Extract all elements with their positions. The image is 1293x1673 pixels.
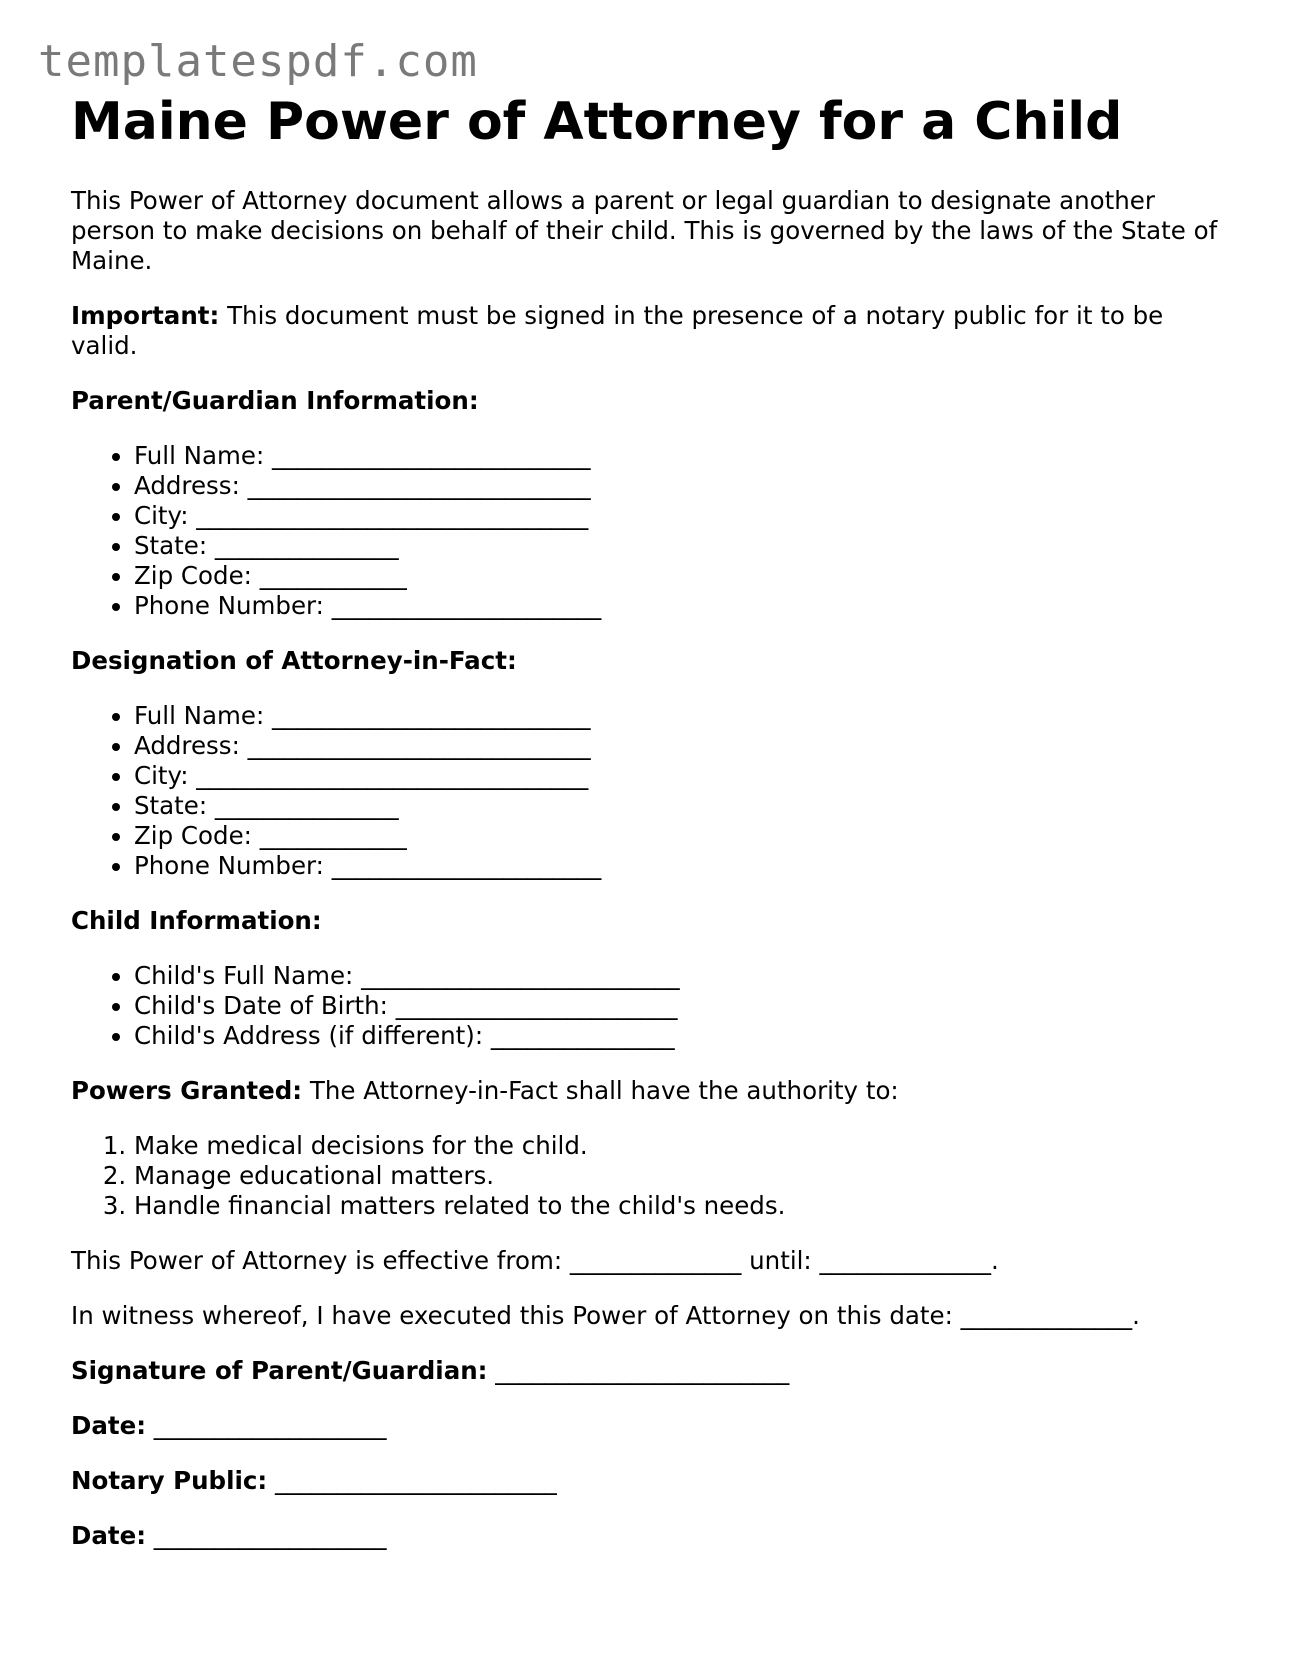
date-line[interactable]: ___________________: [146, 1411, 387, 1440]
witness-date-field[interactable]: In witness whereof, I have executed this Power of Attorney on this date: ______________.: [71, 1301, 1140, 1330]
parent-state-field[interactable]: • State: _______________: [134, 531, 1231, 561]
attorney-zip-field[interactable]: • Zip Code: ____________: [134, 821, 1231, 851]
power-item: 2. Manage educational matters.: [134, 1161, 1231, 1191]
power-item: 1. Make medical decisions for the child.: [134, 1131, 1231, 1161]
watermark: templatespdf.com: [38, 36, 478, 87]
attorney-phone-field[interactable]: • Phone Number: ______________________: [134, 851, 1231, 881]
intro-paragraph: This Power of Attorney document allows a parent or legal guardian to designate another person to make decisions on behalf of their child. This is governed by the laws of the State of Maine.: [71, 186, 1218, 275]
powers-granted-label: Powers Granted:: [71, 1076, 303, 1105]
attorney-section-heading: Designation of Attorney-in-Fact:: [71, 646, 517, 675]
notary-line[interactable]: _______________________: [267, 1466, 557, 1495]
parent-city-field[interactable]: • City: ________________________________: [134, 501, 1231, 531]
parent-fields-list: [71, 441, 1231, 621]
important-text: This document must be signed in the presence of a notary public for it to be valid.: [71, 301, 1164, 360]
powers-granted-text: The Attorney-in-Fact shall have the authority to:: [302, 1076, 899, 1105]
page-title: Maine Power of Attorney for a Child: [71, 92, 1123, 152]
attorney-address-field[interactable]: • Address: ____________________________: [134, 731, 1231, 761]
effective-dates-field[interactable]: This Power of Attorney is effective from: ______________ until: ______________.: [71, 1246, 999, 1275]
parent-full-name-field[interactable]: • Full Name: __________________________: [134, 441, 1231, 471]
attorney-full-name-field[interactable]: • Full Name: __________________________: [134, 701, 1231, 731]
child-section-heading: Child Information:: [71, 906, 322, 935]
attorney-fields-list: [71, 701, 1231, 881]
date-label: Date:: [71, 1411, 146, 1440]
parent-signature-field[interactable]: [71, 1356, 1231, 1386]
signature-line[interactable]: ________________________: [487, 1356, 790, 1385]
attorney-state-field[interactable]: • State: _______________: [134, 791, 1231, 821]
date-label: Date:: [71, 1521, 146, 1550]
signature-label: Signature of Parent/Guardian:: [71, 1356, 488, 1385]
power-item: 3. Handle financial matters related to the child's needs.: [134, 1191, 1231, 1221]
date-line[interactable]: ___________________: [146, 1521, 387, 1550]
important-notice: [71, 301, 1231, 361]
attorney-city-field[interactable]: • City: ________________________________: [134, 761, 1231, 791]
signature-date-field[interactable]: [71, 1411, 1231, 1441]
parent-section-heading: Parent/Guardian Information:: [71, 386, 479, 415]
child-dob-field[interactable]: • Child's Date of Birth: _______________________: [134, 991, 1231, 1021]
child-full-name-field[interactable]: • Child's Full Name: __________________________: [134, 961, 1231, 991]
child-fields-list: [71, 961, 1231, 1051]
powers-list: [71, 1131, 1231, 1221]
child-address-field[interactable]: • Child's Address (if different): _______________: [134, 1021, 1231, 1051]
notary-public-field[interactable]: [71, 1466, 1231, 1496]
important-label: Important:: [71, 301, 220, 330]
parent-address-field[interactable]: • Address: ____________________________: [134, 471, 1231, 501]
notary-label: Notary Public:: [71, 1466, 268, 1495]
parent-zip-field[interactable]: • Zip Code: ____________: [134, 561, 1231, 591]
powers-granted-intro: [71, 1076, 1231, 1106]
notary-date-field[interactable]: [71, 1521, 1231, 1551]
parent-phone-field[interactable]: • Phone Number: ______________________: [134, 591, 1231, 621]
document-body: [71, 88, 1231, 1551]
